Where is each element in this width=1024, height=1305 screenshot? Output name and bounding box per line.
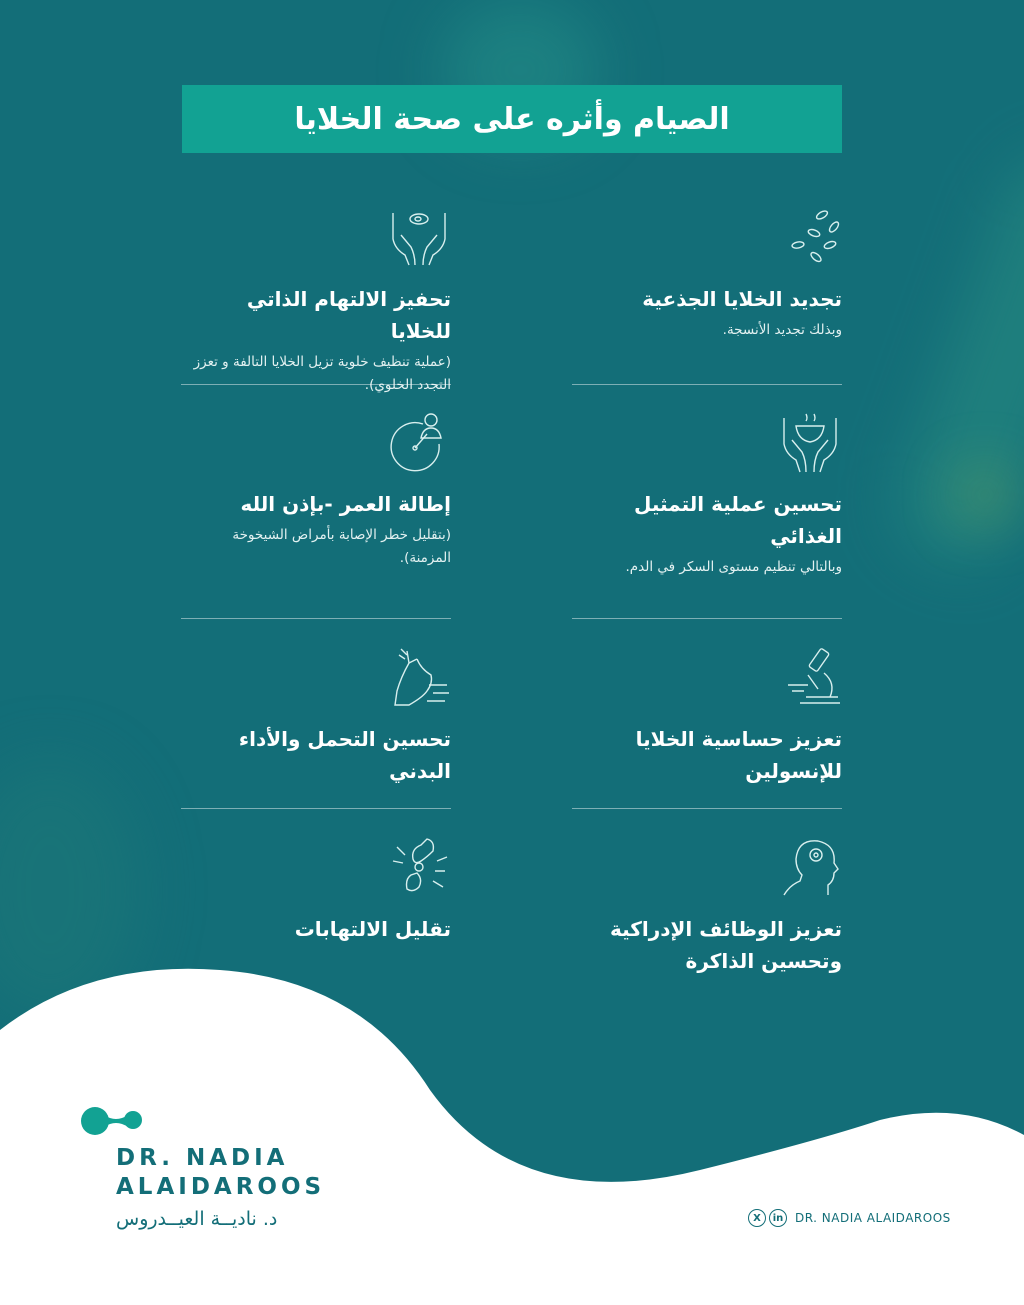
x-icon[interactable]: X — [748, 1209, 766, 1227]
title-banner — [182, 85, 842, 153]
divider — [572, 808, 842, 809]
benefit-title: تعزيز حساسية الخلايا للإنسولين — [635, 727, 842, 783]
divider — [572, 618, 842, 619]
benefit-title: إطالة العمر -بإذن الله — [240, 492, 451, 516]
brand-logo-icon — [80, 1105, 144, 1139]
running-shoe-icon — [387, 645, 451, 709]
divider — [181, 618, 451, 619]
brand-name-line1: DR. NADIA — [116, 1145, 289, 1171]
footer-wave — [0, 960, 1024, 1305]
divider — [181, 384, 451, 385]
microscope-icon — [778, 645, 842, 709]
social-handle: DR. NADIA ALAIDAROOS — [795, 1211, 951, 1225]
clock-person-icon — [387, 410, 451, 474]
benefit-desc: وبذلك تجديد الأنسجة. — [722, 322, 842, 338]
benefit-title: تحسين عملية التمثيل الغذائي — [633, 492, 842, 548]
benefit-title: تقليل الالتهابات — [294, 917, 451, 941]
benefit-title: تجديد الخلايا الجذعية — [642, 287, 842, 311]
benefit-title: تحفيز الالتهام الذاتي للخلايا — [246, 287, 451, 343]
head-brain-icon — [778, 835, 842, 899]
benefit-title: تحسين التحمل والأداء البدني — [238, 727, 451, 783]
brand-name-line2: ALAIDAROOS — [116, 1174, 326, 1200]
benefit-desc: وبالتالي تنظيم مستوى السكر في الدم. — [625, 559, 842, 575]
brand-name-arabic: د. نادیــة العیــدروس — [116, 1208, 278, 1230]
benefit-desc: (عملية تنظيف خلوية تزيل الخلايا التالفة و تعزز التجدد الخلوي). — [193, 354, 451, 393]
benefit-desc: (بتقليل خطر الإصابة بأمراض الشيخوخة المزمنة). — [232, 527, 451, 566]
background-glow — [960, 470, 1010, 520]
background-cell-shape — [882, 142, 1024, 578]
page-title: الصيام وأثره على صحة الخلايا — [294, 101, 730, 137]
linkedin-icon[interactable]: in — [769, 1209, 787, 1227]
hands-cell-icon — [387, 205, 451, 269]
leaves-icon — [778, 205, 842, 269]
joint-icon — [387, 835, 451, 899]
divider — [181, 808, 451, 809]
hands-bowl-icon — [778, 410, 842, 474]
benefit-title: تعزيز الوظائف الإدراكية وتحسين الذاكرة — [609, 917, 842, 973]
divider — [572, 384, 842, 385]
brand-name — [116, 1144, 325, 1202]
social-links — [748, 1209, 951, 1227]
